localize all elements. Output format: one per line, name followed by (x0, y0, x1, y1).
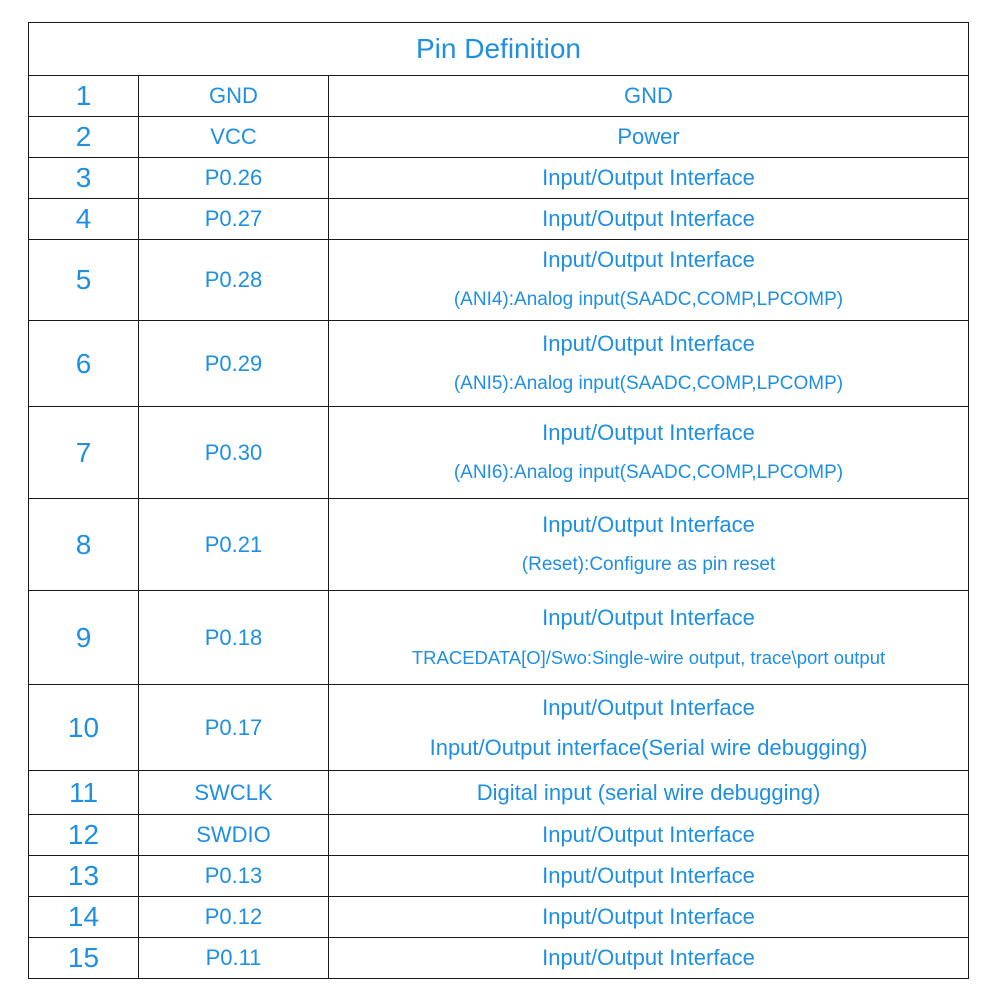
pin-description-main: Input/Output Interface (542, 165, 755, 190)
pin-name: P0.26 (139, 158, 329, 199)
pin-number: 15 (29, 938, 139, 979)
pin-description (329, 240, 969, 321)
pin-name: P0.17 (139, 685, 329, 771)
pin-number: 1 (29, 76, 139, 117)
pin-description-sub: (ANI5):Analog input(SAADC,COMP,LPCOMP) (453, 372, 844, 394)
pin-name: P0.11 (139, 938, 329, 979)
table-row (29, 591, 969, 685)
pin-number: 2 (29, 117, 139, 158)
pin-name: P0.30 (139, 407, 329, 499)
pin-description (329, 815, 969, 856)
table-row (29, 815, 969, 856)
title-row (29, 23, 969, 76)
pin-name: P0.29 (139, 321, 329, 407)
pin-name: SWDIO (139, 815, 329, 856)
pin-name: VCC (139, 117, 329, 158)
pin-description-main: Input/Output Interface (542, 694, 755, 720)
pin-description-sub: (Reset):Configure as pin reset (521, 553, 776, 575)
table-row (29, 117, 969, 158)
pin-description (329, 407, 969, 499)
table-row (29, 897, 969, 938)
pin-description (329, 158, 969, 199)
pin-description-main: Input/Output Interface (542, 604, 755, 630)
pin-description-sub: Input/Output interface(Serial wire debugging) (429, 734, 868, 760)
pin-description-main: GND (624, 83, 673, 108)
pin-name: P0.28 (139, 240, 329, 321)
pin-description (329, 117, 969, 158)
pin-description-sub: (ANI4):Analog input(SAADC,COMP,LPCOMP) (453, 289, 844, 310)
pin-description-main: Input/Output Interface (542, 863, 755, 888)
pin-description-main: Input/Output Interface (542, 822, 755, 847)
pin-description (329, 76, 969, 117)
pin-description-main: Digital input (serial wire debugging) (476, 779, 821, 805)
pin-number: 6 (29, 321, 139, 407)
pin-description (329, 897, 969, 938)
pin-description (329, 685, 969, 771)
table-row (29, 856, 969, 897)
pin-name: P0.12 (139, 897, 329, 938)
pin-description-sub: (ANI6):Analog input(SAADC,COMP,LPCOMP) (453, 461, 844, 483)
pin-number: 8 (29, 499, 139, 591)
pin-description (329, 499, 969, 591)
table-row (29, 685, 969, 771)
table-row (29, 158, 969, 199)
table-row (29, 771, 969, 815)
pin-description-main: Power (617, 124, 680, 149)
pin-description (329, 321, 969, 407)
pin-number: 13 (29, 856, 139, 897)
table-row (29, 240, 969, 321)
pin-number: 5 (29, 240, 139, 321)
pin-description-main: Input/Output Interface (542, 511, 755, 537)
pin-description (329, 856, 969, 897)
pin-number: 10 (29, 685, 139, 771)
pin-description (329, 199, 969, 240)
pin-name: P0.13 (139, 856, 329, 897)
pin-name: P0.21 (139, 499, 329, 591)
pin-number: 3 (29, 158, 139, 199)
pin-description (329, 591, 969, 685)
pin-number: 9 (29, 591, 139, 685)
pin-name: GND (139, 76, 329, 117)
table-row (29, 199, 969, 240)
pin-description-sub: TRACEDATA[O]/Swo:Single-wire output, trace\port output (411, 646, 886, 668)
pin-number: 11 (29, 771, 139, 815)
pin-description-main: Input/Output Interface (542, 247, 755, 272)
pin-description-main: Input/Output Interface (542, 945, 755, 970)
table-row (29, 76, 969, 117)
pin-number: 4 (29, 199, 139, 240)
pin-definition-table (28, 22, 969, 979)
pin-number: 12 (29, 815, 139, 856)
pin-name: SWCLK (139, 771, 329, 815)
pin-number: 14 (29, 897, 139, 938)
pin-name: P0.27 (139, 199, 329, 240)
pin-description-main: Input/Output Interface (542, 904, 755, 929)
table-row (29, 938, 969, 979)
pin-name: P0.18 (139, 591, 329, 685)
table-row (29, 407, 969, 499)
pin-description (329, 938, 969, 979)
pin-description (329, 771, 969, 815)
pin-description-main: Input/Output Interface (542, 206, 755, 231)
pin-description-main: Input/Output Interface (542, 330, 755, 356)
pin-description-main: Input/Output Interface (542, 419, 755, 445)
table-row (29, 321, 969, 407)
table-title: Pin Definition (29, 23, 969, 76)
pin-number: 7 (29, 407, 139, 499)
table-row (29, 499, 969, 591)
